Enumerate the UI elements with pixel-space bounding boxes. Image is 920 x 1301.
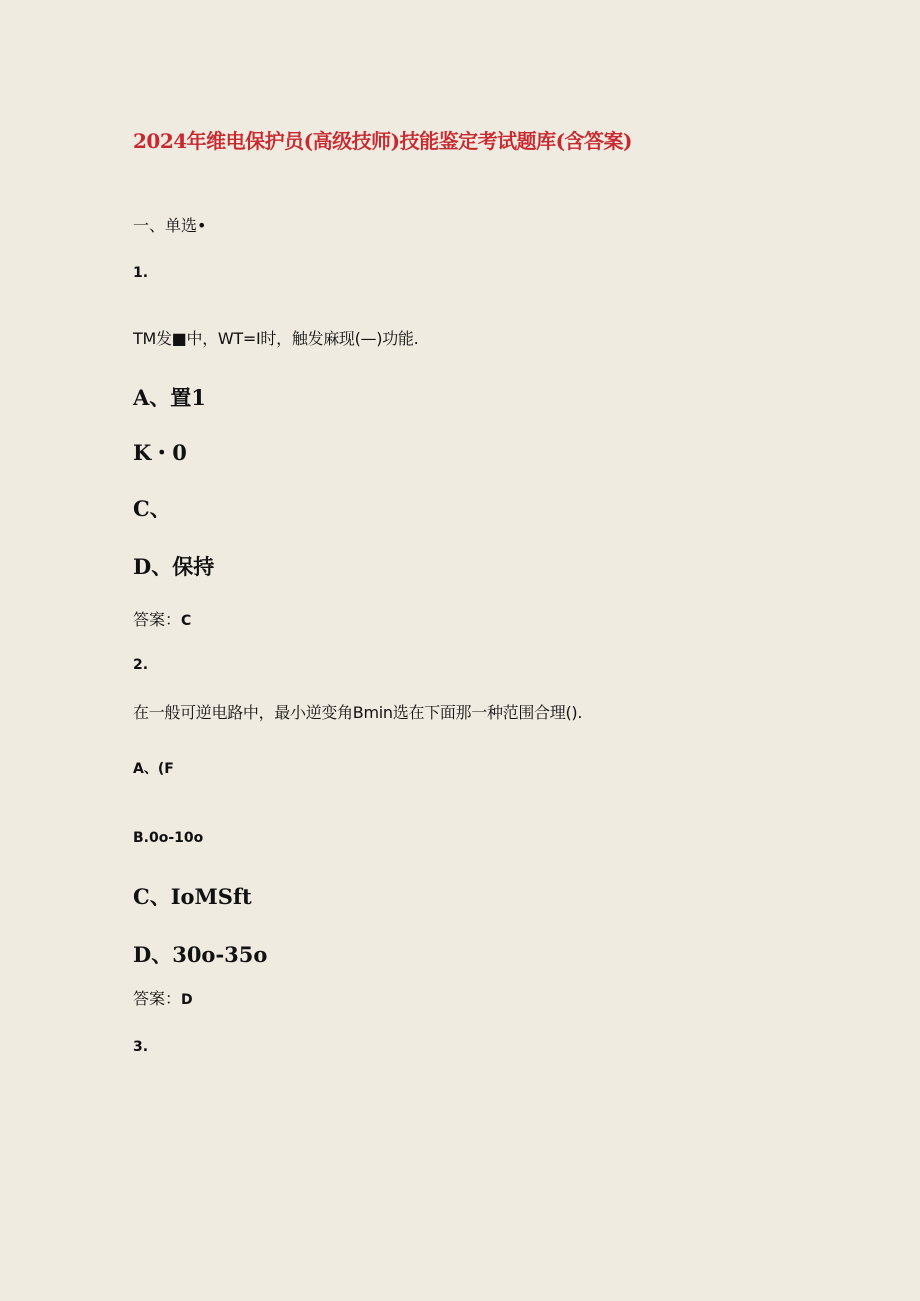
document-title: 2024年维电保护员(高级技师)技能鉴定考试题库(含答案)	[133, 129, 633, 153]
question-1-text: TM发■中，WT=I时，触发麻现(—)功能.	[133, 329, 419, 348]
question-3-number: 3.	[133, 1039, 149, 1055]
section-heading: 一、单选•	[133, 216, 207, 235]
answer-label: 答案：	[133, 989, 182, 1008]
question-1-answer	[133, 612, 191, 628]
answer-value: C	[181, 613, 192, 629]
answer-value: D	[181, 992, 193, 1008]
answer-label: 答案：	[133, 610, 182, 629]
question-2-text: 在一般可逆电路中，最小逆变角Bmin选在下面那一种范围合理().	[133, 703, 583, 722]
question-1-option-d: D、保持	[133, 554, 215, 579]
question-2-option-c: C、IoMSft	[133, 884, 252, 909]
question-1-option-a: A、置1	[133, 385, 206, 410]
question-2-number: 2.	[133, 657, 149, 673]
question-1-number: 1.	[133, 265, 149, 281]
question-1-option-b: K・0	[133, 440, 187, 465]
question-1-option-c: C、	[133, 496, 171, 521]
question-2-option-d: D、30o-35o	[133, 942, 268, 967]
question-2-answer	[133, 991, 193, 1007]
question-2-option-b: B.0o-10o	[133, 830, 204, 846]
question-2-option-a: A、(F	[133, 761, 174, 777]
